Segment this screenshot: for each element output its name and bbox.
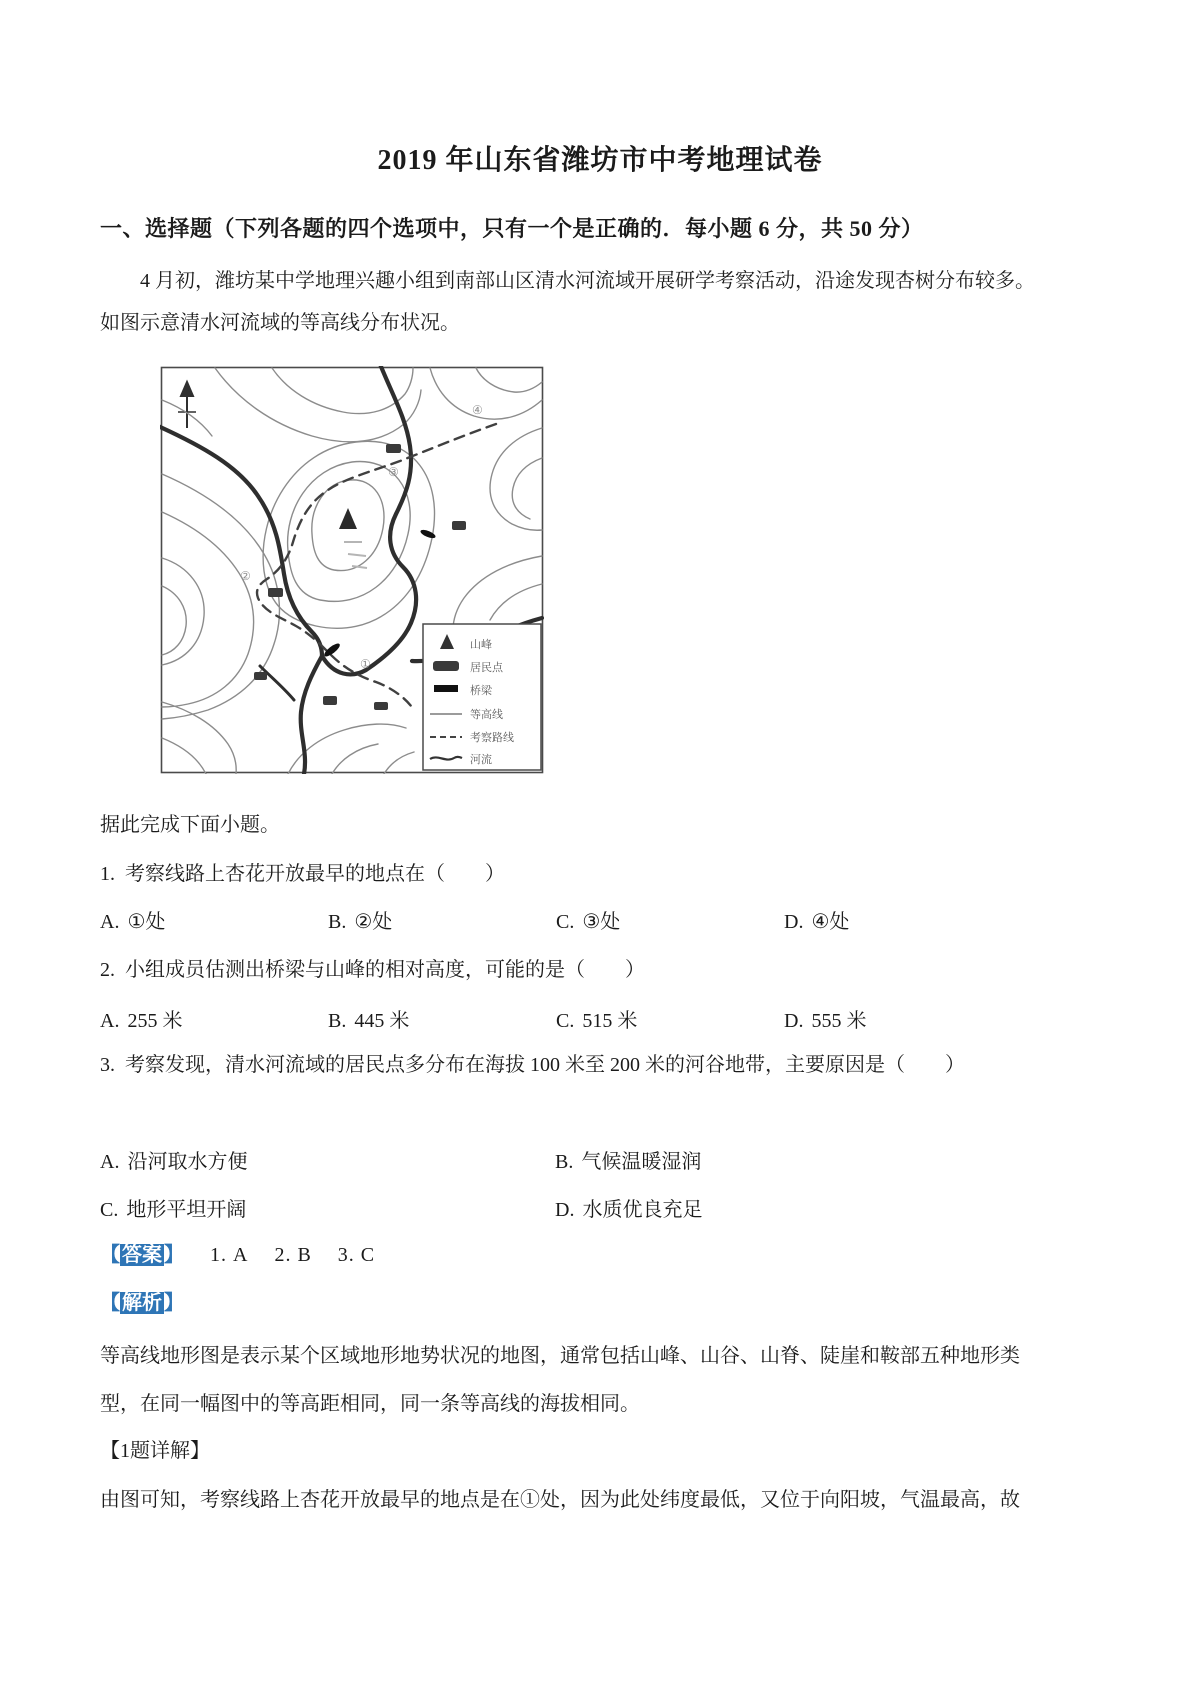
analysis-heading [100, 1288, 184, 1318]
lead-in-text: 据此完成下面小题。 [100, 814, 280, 836]
q3-option-a: A. 沿河取水方便 [100, 1151, 248, 1173]
question-2-options [0, 1006, 1200, 1036]
analysis-tag: 解析 [122, 1292, 162, 1314]
question-3 [100, 1050, 965, 1080]
q3-option-d: D. 水质优良充足 [555, 1199, 703, 1221]
legend-settlement-icon [433, 661, 459, 671]
q2-option-c: C. 515 米 [556, 1010, 638, 1032]
legend-contour-label: 等高线 [470, 709, 503, 721]
intro-paragraph-line1: 4 月初，潍坊某中学地理兴趣小组到南部山区清水河流域开展研学考察活动，沿途发现杏树分布较多。 [140, 270, 1035, 292]
marker-4: ④ [472, 403, 483, 417]
settlement-icon [374, 702, 388, 710]
settlement-icon [323, 696, 337, 705]
legend-bridge-icon [434, 685, 458, 692]
question-2-text: 小组成员估测出桥梁与山峰的相对高度，可能的是（ ） [125, 959, 645, 981]
settlement-icon [452, 521, 466, 530]
analysis-paragraph-line2: 型，在同一幅图中的等高距相同，同一条等高线的海拔相同。 [100, 1393, 640, 1415]
question-1-number: 1. [100, 863, 115, 885]
contour-map-figure [160, 366, 544, 774]
q3-option-c: C. 地形平坦开阔 [100, 1199, 247, 1221]
page-title: 2019 年山东省潍坊市中考地理试卷 [377, 145, 823, 176]
question-3-text: 考察发现，清水河流域的居民点多分布在海拔 100 米至 200 米的河谷地带，主要原因是（ ） [125, 1054, 965, 1076]
q1-option-c: C. ③处 [556, 911, 621, 933]
legend-route-label: 考察路线 [470, 732, 514, 744]
analysis-tag-close: 】 [164, 1292, 184, 1314]
marker-3: ③ [388, 465, 399, 479]
section-heading: 一、选择题（下列各题的四个选项中，只有一个是正确的．每小题 6 分，共 50 分） [100, 216, 924, 241]
marker-2: ② [240, 569, 251, 583]
answer-tag: 答案 [122, 1244, 162, 1266]
settlement-icon [386, 444, 401, 453]
question-1 [100, 859, 505, 889]
analysis-tag-open: 【 [100, 1292, 120, 1314]
q1-option-d: D. ④处 [784, 911, 850, 933]
question-3-options-row1 [0, 1147, 1200, 1177]
intro-paragraph-line2: 如图示意清水河流域的等高线分布状况。 [100, 312, 460, 334]
legend-bridge-label: 桥梁 [470, 685, 492, 697]
map-legend [423, 624, 541, 770]
question-3-options-row2 [0, 1195, 1200, 1225]
q1-option-a: A. ①处 [100, 911, 166, 933]
legend-river-label: 河流 [470, 754, 492, 766]
legend-peak-label: 山峰 [470, 639, 492, 651]
question-1-text: 考察线路上杏花开放最早的地点在（ ） [125, 863, 505, 885]
detail-1-text: 由图可知，考察线路上杏花开放最早的地点是在①处，因为此处纬度最低，又位于向阳坡，气温最高，故 [100, 1489, 1020, 1511]
answer-item-1: 1. A [210, 1244, 249, 1266]
q2-option-d: D. 555 米 [784, 1010, 867, 1032]
answer-tag-open: 【 [100, 1244, 120, 1266]
q2-option-b: B. 445 米 [328, 1010, 410, 1032]
answer-item-2: 2. B [274, 1244, 312, 1266]
settlement-icon [268, 588, 283, 597]
answer-tag-close: 】 [164, 1244, 184, 1266]
question-3-number: 3. [100, 1054, 115, 1076]
legend-settlement-label: 居民点 [470, 662, 503, 674]
answer-line [100, 1240, 375, 1270]
settlement-icon [254, 672, 267, 680]
detail-1-header: 【1题详解】 [100, 1440, 210, 1462]
q1-option-b: B. ②处 [328, 911, 393, 933]
question-2-number: 2. [100, 959, 115, 981]
question-2 [100, 955, 645, 985]
marker-1: ① [360, 657, 371, 671]
question-1-options [0, 907, 1200, 937]
analysis-paragraph-line1: 等高线地形图是表示某个区域地形地势状况的地图，通常包括山峰、山谷、山脊、陡崖和鞍部五种地形类 [100, 1345, 1020, 1367]
answer-item-3: 3. C [337, 1244, 376, 1266]
q3-option-b: B. 气候温暖湿润 [555, 1151, 702, 1173]
q2-option-a: A. 255 米 [100, 1010, 183, 1032]
